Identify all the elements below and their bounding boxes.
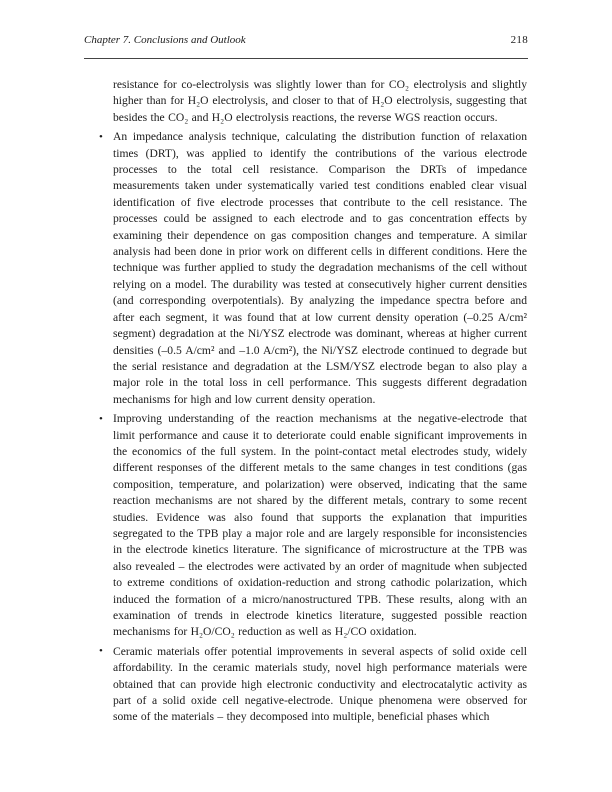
page-number: 218 [510,34,528,46]
bullet-item [99,129,527,408]
bullet-text: Improving understanding of the reaction mechanisms at the negative-electrode that limit performance and cause it to deteriorate could enable significant improvements in the economics of the full system. In the point-contact metal electrodes study, widely different responses of the different metals to the same changes in test conditions (gas composition, temperature, and polarization) were observed, indicating that the same reaction mechanisms are not shared by the different metals, contrary to some recent studies. Evidence was also found that supports the explanation that impurities segregated to the TPB play a major role and are largely responsible for inconsistencies in the electrode kinetics literature. The significance of microstructure at the TPB was also revealed – the electrodes were activated by an order of magnitude when subjected to extreme conditions of oxidation-reduction and strong cathodic polarization, which induced the formation of a micro/nanostructured TPB. These results, along with an examination of trends in electrode kinetics literature, suggested possible reaction mechanisms for H₂O/CO₂ reduction as well as H₂/CO oxidation. [113,412,527,639]
bullet-marker: • [99,412,103,425]
continuation-paragraph: resistance for co-electrolysis was slightly lower than for CO₂ electrolysis and slightly higher than for H₂O electrolysis, and closer to that of H₂O electrolysis, suggesting that besides the CO₂ and H₂O electrolysis reactions, the reverse WGS reaction occurs. [113,78,527,124]
bullet-item [99,411,527,641]
body-text [99,77,527,729]
page-header [84,33,528,47]
bullet-list [99,129,527,726]
bullet-text: Ceramic materials offer potential improvements in several aspects of solid oxide cell affordability. In the ceramic materials study, novel high performance materials were obtained that can provide high electronic conductivity and electrocatalytic activity as part of a solid oxide cell negative-electrode. Unique phenomena were observed for some of the materials – they decomposed into multiple, beneficial phases which [113,644,527,724]
running-head-chapter-title: Chapter 7. Conclusions and Outlook [84,34,246,46]
bullet-marker: • [99,645,103,658]
bullet-text: An impedance analysis technique, calculating the distribution function of relaxation times (DRT), was applied to identify the contributions of the various electrode processes to the total cell resistance. Comparison the DRTs of impedance measurements taken under systematically varied test conditions enabled clear visual identification of five electrode processes that contribute to the cell resistance. The processes could be assigned to each electrode and to gas concentration effects by examining their dependence on gas composition changes and temperature. A similar analysis had been done in prior work on different cells in different conditions. Here the technique was further applied to study the degradation mechanisms of the cell without relying on a model. The durability was tested at consecutively higher current densities (and corresponding overpotentials). By analyzing the impedance spectra before and after each segment, it was found that at low current density operation (–0.25 A/cm² segment) degradation at the Ni/YSZ electrode was dominant, whereas at higher current densities (–0.5 A/cm² and –1.0 A/cm²), the Ni/YSZ electrode continued to degrade but the serial resistance and degradation at the LSM/YSZ electrode began to also play a major role in the total loss in cell performance. This suggests different degradation mechanisms for high and low current density operation. [113,130,527,406]
header-rule [84,58,528,59]
bullet-item [99,644,527,726]
bullet-marker: • [99,130,103,143]
